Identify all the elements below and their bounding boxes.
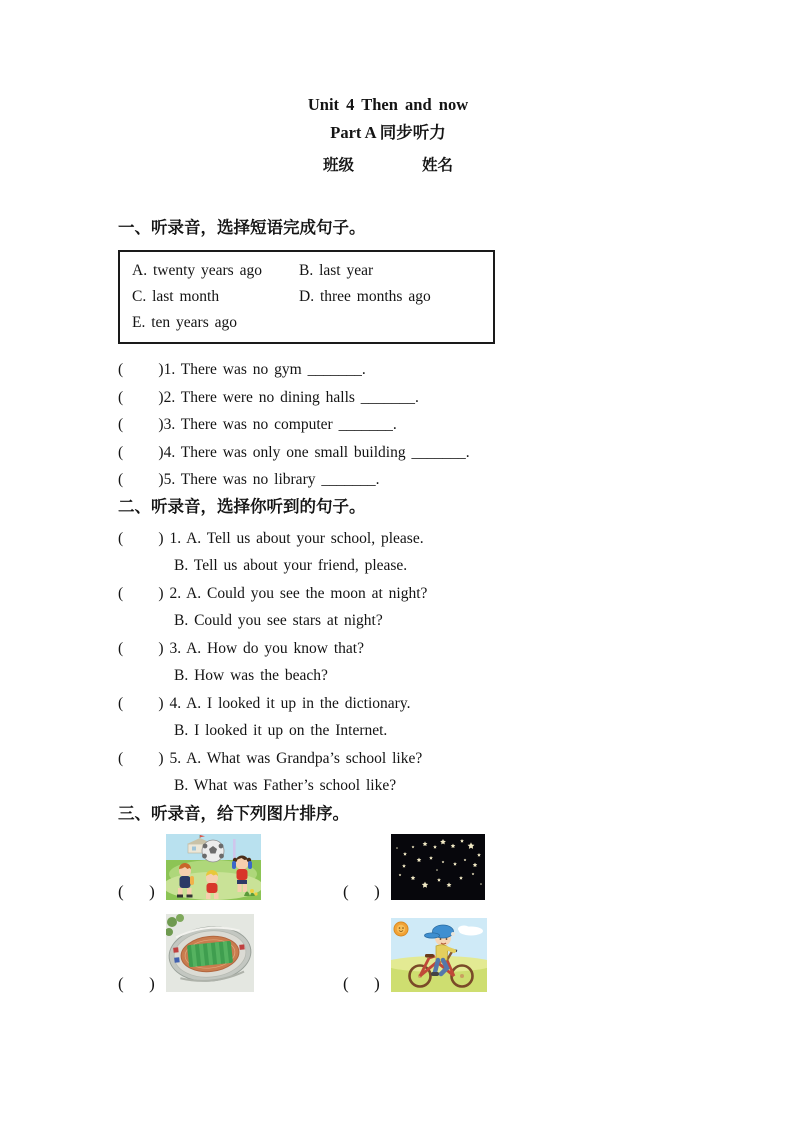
item-1-option-a: ( ) 1. A. Tell us about your school, please. [118, 529, 424, 547]
answer-blank-2: ( ) [343, 881, 380, 901]
section1-questions [118, 356, 733, 494]
question-1: ( )1. There was no gym _______. [118, 361, 366, 378]
section3-heading: 三、听录音，给下列图片排序。 [118, 803, 349, 823]
answer-blank-4: ( ) [343, 973, 380, 993]
option-empty [299, 310, 493, 336]
part-subtitle: Part A 同步听力 [330, 123, 446, 142]
picture-grid [118, 834, 733, 992]
word-bank-box [118, 250, 495, 344]
item-3-option-a: ( ) 3. A. How do you know that? [118, 639, 364, 657]
answer-blank-3: ( ) [118, 973, 155, 993]
section1-heading: 一、听录音，选择短语完成句子。 [118, 218, 366, 237]
item-2-option-a: ( ) 2. A. Could you see the moon at night? [118, 584, 428, 602]
class-name-row [108, 156, 668, 174]
option-e: E. ten years ago [132, 314, 237, 331]
question-4: ( )4. There was only one small building _______. [118, 443, 470, 461]
class-label: 班级 [322, 156, 354, 174]
item-4-option-a: ( ) 4. A. I looked it up in the dictionary. [118, 694, 411, 712]
word-bank-row [132, 310, 493, 336]
picture-bicycle [391, 918, 487, 992]
item-2-option-b: B. Could you see stars at night? [174, 612, 383, 629]
unit-title: Unit 4 Then and now [307, 95, 469, 114]
picture-cell-stadium [118, 914, 343, 992]
section2-items [118, 525, 733, 800]
item-1-option-b: B. Tell us about your friend, please. [174, 557, 408, 574]
option-c: C. last month [132, 288, 220, 305]
picture-cell-stars [343, 834, 733, 900]
option-d: D. three months ago [299, 288, 431, 305]
item-4-option-b: B. I looked it up on the Internet. [174, 722, 388, 739]
picture-football [166, 834, 261, 900]
title-block [108, 96, 668, 174]
option-b: B. last year [299, 262, 374, 279]
name-label: 姓名 [422, 156, 454, 174]
item-3-option-b: B. How was the beach? [174, 667, 328, 684]
picture-cell-bicycle [343, 914, 733, 992]
word-bank-row [132, 258, 493, 284]
question-2: ( )2. There were no dining halls _______. [118, 388, 419, 406]
picture-night-stars [391, 834, 485, 900]
answer-blank-1: ( ) [118, 881, 155, 901]
question-3: ( )3. There was no computer _______. [118, 416, 397, 433]
picture-cell-football [118, 834, 343, 900]
item-5-option-b: B. What was Father’s school like? [174, 777, 397, 794]
picture-stadium [166, 914, 254, 992]
word-bank-row [132, 284, 493, 310]
question-5: ( )5. There was no library _______. [118, 471, 380, 488]
option-a: A. twenty years ago [132, 262, 262, 279]
section2-heading: 二、听录音，选择你听到的句子。 [118, 496, 366, 516]
item-5-option-a: ( ) 5. A. What was Grandpa’s school like? [118, 749, 423, 767]
